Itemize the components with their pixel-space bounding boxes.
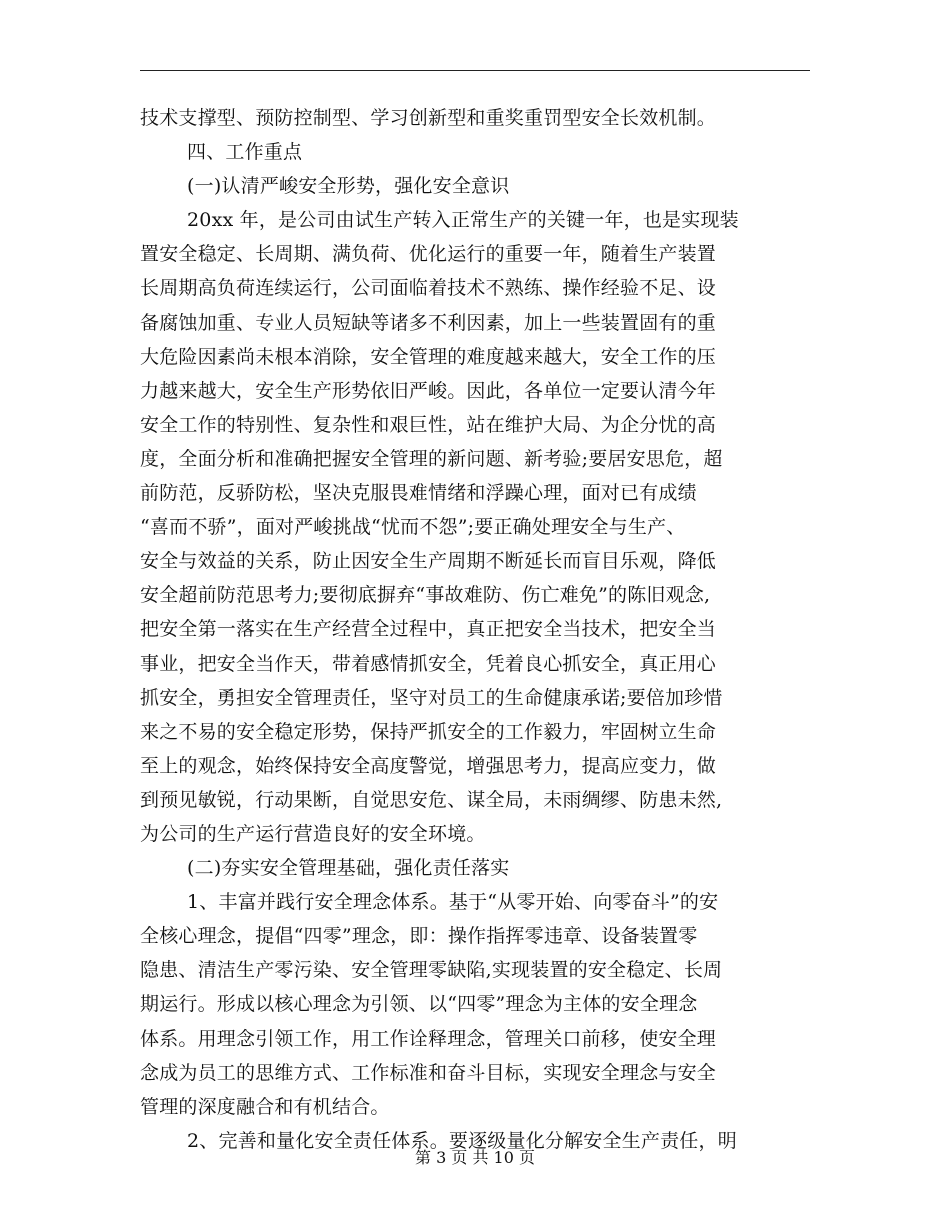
text-line: 至上的观念，始终保持安全高度警觉，增强思考力，提高应变力，做: [140, 754, 717, 777]
text-line: 安全工作的特别性、复杂性和艰巨性，站在维护大局、为企分忧的高: [140, 413, 717, 436]
text-line: 置安全稳定、长周期、满负荷、优化运行的重要一年，随着生产装置: [140, 243, 717, 266]
document-body: [140, 101, 820, 1158]
text-line: 把安全第一落实在生产经营全过程中，真正把安全当技术，把安全当: [140, 618, 717, 641]
text-line: 前防范，反骄防松，坚决克服畏难情绪和浮躁心理，面对已有成绩: [140, 482, 697, 505]
text-line: 来之不易的安全稳定形势，保持严抓安全的工作毅力，牢固树立生命: [140, 720, 717, 743]
text-line: 大危险因素尚未根本消除，安全管理的难度越来越大，安全工作的压: [140, 345, 717, 368]
text-line: 全核心理念，提倡“四零”理念，即：操作指挥零违章、设备装置零: [140, 925, 698, 948]
text-line: 长周期高负荷连续运行，公司面临着技术不熟练、操作经验不足、设: [140, 277, 717, 300]
text-line: 到预见敏锐，行动果断，自觉思安危、谋全局，未雨绸缪、防患未然,: [140, 788, 723, 811]
text-line: 安全与效益的关系，防止因安全生产周期不断延长而盲目乐观，降低: [140, 550, 717, 573]
text-line: 期运行。形成以核心理念为引领、以“四零”理念为主体的安全理念: [140, 993, 698, 1016]
page-number-footer: 第 3 页 共 10 页: [415, 1148, 535, 1167]
section-heading: 四、工作重点: [187, 141, 303, 164]
subsection-heading: (二)夯实安全管理基础，强化责任落实: [187, 857, 510, 880]
text-line: “喜而不骄”，面对严峻挑战“忧而不怨”;要正确处理安全与生产、: [140, 516, 686, 539]
text-line: 2、完善和量化安全责任体系。要逐级量化分解安全生产责任，明: [187, 1129, 737, 1152]
text-line: 为公司的生产运行营造良好的安全环境。: [140, 822, 486, 845]
header-rule: [140, 70, 810, 71]
text-line: 力越来越大，安全生产形势依旧严峻。因此，各单位一定要认清今年: [140, 379, 717, 402]
text-line: 体系。用理念引领工作，用工作诠释理念，管理关口前移，使安全理: [140, 1027, 717, 1050]
text-line: 度，全面分析和准确把握安全管理的新问题、新考验;要居安思危，超: [140, 447, 723, 470]
text-line: 管理的深度融合和有机结合。: [140, 1095, 390, 1118]
text-line: 技术支撑型、预防控制型、学习创新型和重奖重罚型安全长效机制。: [140, 107, 717, 129]
subsection-heading: (一)认清严峻安全形势，强化安全意识: [187, 175, 510, 198]
text-line: 安全超前防范思考力;要彻底摒弃“事故难防、伤亡难免”的陈旧观念,: [140, 584, 711, 607]
text-line: 抓安全，勇担安全管理责任，坚守对员工的生命健康承诺;要倍加珍惜: [140, 686, 723, 709]
text-line: 念成为员工的思维方式、工作标准和奋斗目标，实现安全理念与安全: [140, 1061, 717, 1084]
text-line: 1、丰富并践行安全理念体系。基于“从零开始、向零奋斗”的安: [187, 891, 719, 914]
text-line: 隐患、清洁生产零污染、安全管理零缺陷,实现装置的安全稳定、长周: [140, 959, 723, 982]
text-line: 事业，把安全当作天，带着感情抓安全，凭着良心抓安全，真正用心: [140, 652, 717, 675]
text-line: 备腐蚀加重、专业人员短缺等诸多不利因素，加上一些装置固有的重: [140, 311, 717, 334]
text-line: 20xx 年，是公司由试生产转入正常生产的关键一年，也是实现装: [187, 209, 739, 232]
